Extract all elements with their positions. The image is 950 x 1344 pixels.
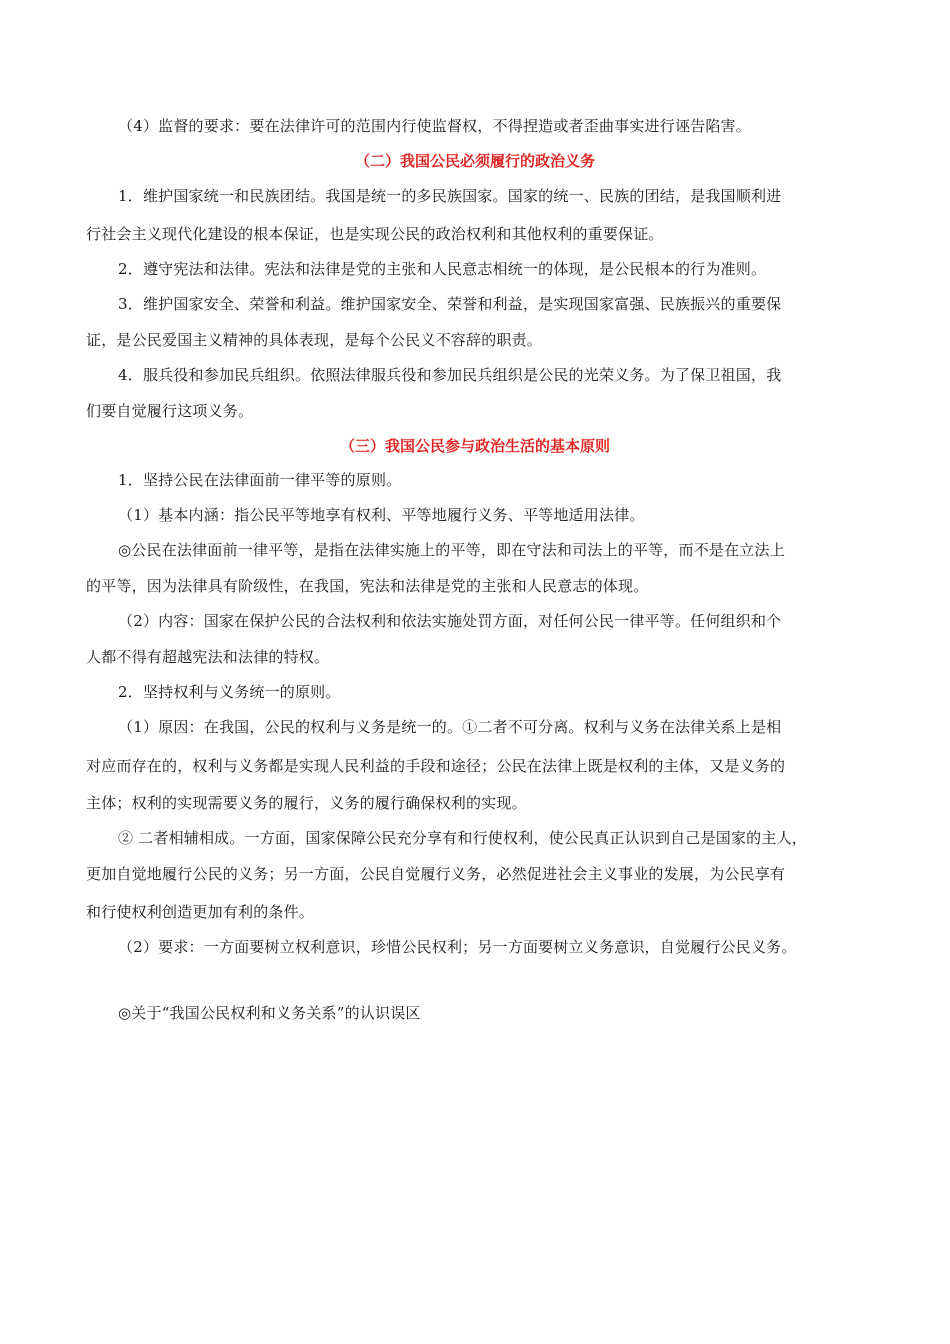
paragraph-line: 和行使权利创造更加有利的条件。 [86,903,315,921]
paragraph-line: 1．坚持公民在法律面前一律平等的原则。 [118,471,402,489]
paragraph-line: ◎公民在法律面前一律平等，是指在法律实施上的平等，即在守法和司法上的平等，而不是在立法上 [118,541,785,559]
paragraph-line: 4．服兵役和参加民兵组织。依照法律服兵役和参加民兵组织是公民的光荣义务。为了保卫祖国，我 [118,366,782,384]
paragraph-line: 们要自觉履行这项义务。 [86,402,254,420]
paragraph-line: 1．维护国家统一和民族团结。我国是统一的多民族国家。国家的统一、民族的团结，是我国顺利进 [118,187,782,205]
paragraph-line: （1）原因：在我国，公民的权利与义务是统一的。①二者不可分离。权利与义务在法律关系上是相 [118,718,782,736]
paragraph-line: 证，是公民爱国主义精神的具体表现，是每个公民义不容辞的职责。 [86,331,543,349]
paragraph-line: （2）要求：一方面要树立权利意识，珍惜公民权利；另一方面要树立义务意识，自觉履行公民义务。 [118,938,797,956]
section-heading-basic-principles: （三）我国公民参与政治生活的基本原则 [339,437,610,455]
paragraph-line: 行社会主义现代化建设的根本保证，也是实现公民的政治权利和其他权利的重要保证。 [86,225,664,243]
paragraph-line: ◎关于“我国公民权利和义务关系”的认识误区 [118,1004,421,1022]
paragraph-line: 对应而存在的，权利与义务都是实现人民利益的手段和途径；公民在法律上既是权利的主体，又是义务的 [86,757,786,775]
paragraph-line: ② 二者相辅相成。一方面，国家保障公民充分享有和行使权利，使公民真正认识到自己是国家的主人， [118,829,807,847]
paragraph-line: （4）监督的要求：要在法律许可的范围内行使监督权，不得捏造或者歪曲事实进行诬告陷害。 [118,117,751,135]
paragraph-line: 2．坚持权利与义务统一的原则。 [118,683,341,701]
section-heading-political-duties: （二）我国公民必须履行的政治义务 [354,152,595,170]
paragraph-line: 3．维护国家安全、荣誉和利益。维护国家安全、荣誉和利益，是实现国家富强、民族振兴的重要保 [118,295,782,313]
paragraph-line: 人都不得有超越宪法和法律的特权。 [86,648,330,666]
paragraph-line: 主体；权利的实现需要义务的履行，义务的履行确保权利的实现。 [86,794,527,812]
paragraph-line: （2）内容：国家在保护公民的合法权利和依法实施处罚方面，对任何公民一律平等。任何组织和个 [118,612,782,630]
paragraph-line: （1）基本内涵：指公民平等地享有权利、平等地履行义务、平等地适用法律。 [118,506,645,524]
paragraph-line: 更加自觉地履行公民的义务；另一方面，公民自觉履行义务，必然促进社会主义事业的发展，为公民享有 [86,865,786,883]
paragraph-line: 的平等，因为法律具有阶级性，在我国，宪法和法律是党的主张和人民意志的体现。 [86,577,649,595]
paragraph-line: 2．遵守宪法和法律。宪法和法律是党的主张和人民意志相统一的体现，是公民根本的行为准则。 [118,260,767,278]
